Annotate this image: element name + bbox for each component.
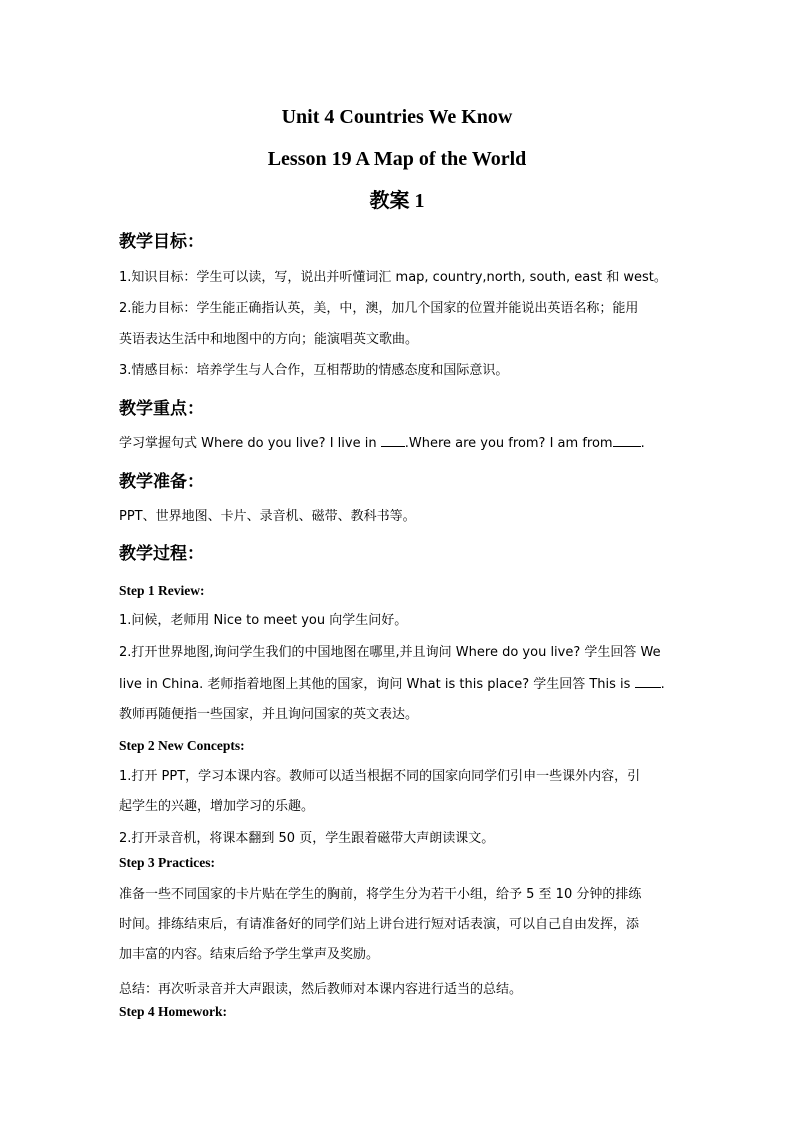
step2-title: Step 2 New Concepts: [119,738,245,753]
step1-line2b [119,675,689,695]
step4-title: Step 4 Homework: [119,1004,227,1019]
step3-line1a: 准备一些不同国家的卡片贴在学生的胸前，将学生分为若干小组，给予 5 至 10 分钟的排练 [119,887,642,902]
step2-line2: 2.打开录音机，将课本翻到 50 页，学生跟着磁带大声朗读课文。 [119,831,495,846]
step2-line1b: 起学生的兴趣，增加学习的乐趣。 [119,799,315,814]
step3-line1c: 加丰富的内容。结束后给予学生掌声及奖励。 [119,947,380,962]
step2-line1a: 1.打开 PPT，学习本课内容。教师可以适当根据不同的国家向同学们引申一些课外内容，引 [119,769,641,784]
objectives-heading: 教学目标： [119,232,204,252]
key-points-suffix: . [640,436,645,451]
plan-title: 教案 1 [369,190,425,212]
objective-ability-line2: 英语表达生活中和地图中的方向；能演唱英文歌曲。 [119,332,419,347]
objective-emotion: 3.情感目标：培养学生与人合作，互相帮助的情感态度和国际意识。 [119,363,509,378]
lesson-title: Lesson 19 A Map of the World [267,148,527,170]
step1-line2b-suffix: . [660,677,665,692]
step1-line2b-prefix: live in China. 老师指着地图上其他的国家，询问 What is this place? 学生回答 This is [119,677,635,692]
step1-line2a: 2.打开世界地图,询问学生我们的中国地图在哪里,并且询问 Where do you live? 学生回答 We [119,645,661,660]
objective-knowledge: 1.知识目标：学生可以读，写，说出并听懂词汇 map, country,north, south, east 和 west。 [119,270,667,285]
fill-blank [381,434,405,447]
step3-title: Step 3 Practices: [119,855,215,870]
fill-blank [635,675,661,688]
objective-ability-line1: 2.能力目标：学生能正确指认英，美，中，澳，加几个国家的位置并能说出英语名称；能用 [119,301,639,316]
key-points-middle: .Where are you from? I am from [404,436,613,451]
step1-line2c: 教师再随便指一些国家，并且询问国家的英文表达。 [119,707,419,722]
key-points-prefix: 学习掌握句式 Where do you live? I live in [119,436,381,451]
key-points-heading: 教学重点： [119,399,204,419]
key-points-sentence [119,434,689,454]
unit-title: Unit 4 Countries We Know [281,106,513,128]
fill-blank [613,434,641,447]
preparation-heading: 教学准备： [119,472,204,492]
process-heading: 教学过程： [119,544,204,564]
preparation-list: PPT、世界地图、卡片、录音机、磁带、教科书等。 [119,509,416,524]
step3-line1b: 时间。排练结束后，有请准备好的同学们站上讲台进行短对话表演，可以自己自由发挥，添 [119,917,640,932]
step3-summary: 总结：再次听录音并大声跟读，然后教师对本课内容进行适当的总结。 [119,982,523,997]
step1-title: Step 1 Review: [119,583,205,598]
step1-line1: 1.问候，老师用 Nice to meet you 向学生问好。 [119,613,408,628]
